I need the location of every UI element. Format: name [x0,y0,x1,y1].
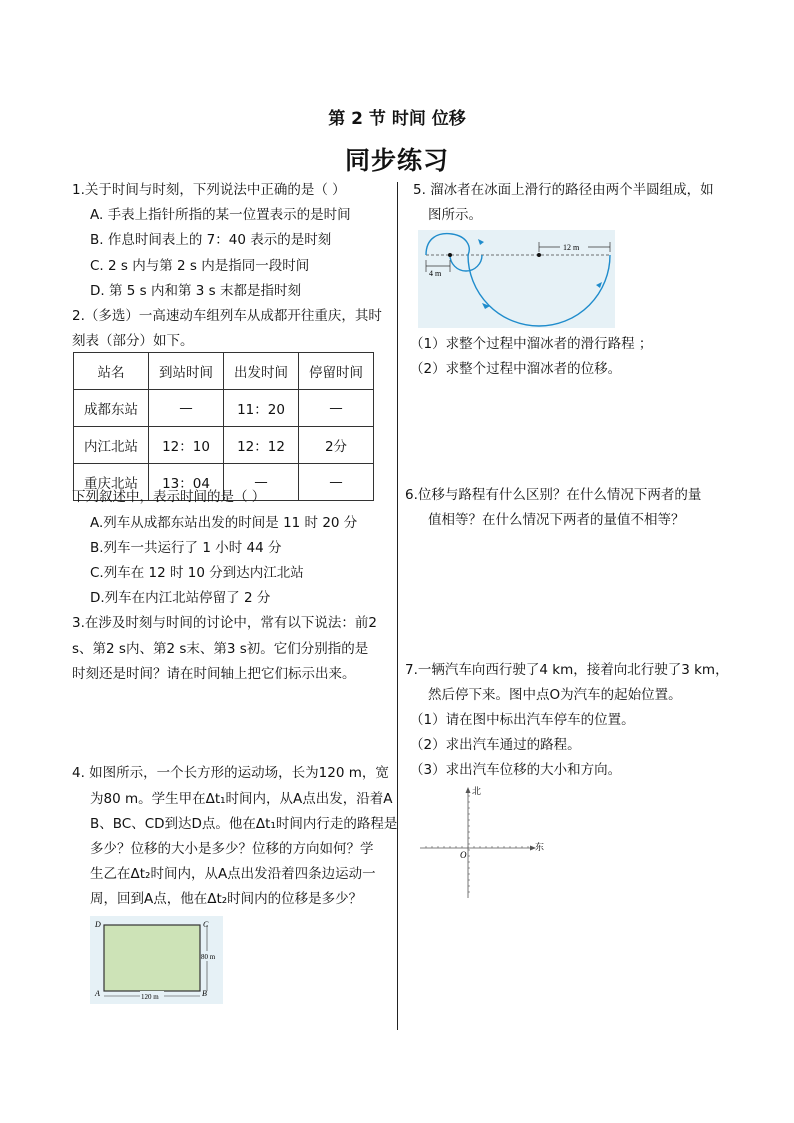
q4-line3: B、BC、CD到达D点。他在Δt₁时间内行走的路程是 [90,816,398,832]
q1-option-b: B. 作息时间表上的 7：40 表示的是时刻 [90,232,332,248]
origin-label: O [460,850,467,860]
q2-option-d: D.列车在内江北站停留了 2 分 [90,590,271,606]
q7-sub3: （3）求出汽车位移的大小和方向。 [410,762,622,778]
corner-label-a: A [95,989,100,998]
timetable-header: 到站时间 [149,353,224,390]
q2-prompt: 下列叙述中，表示时间的是（ ） [72,489,266,505]
q4-line6: 周，回到A点，他在Δt₂时间内的位移是多少？ [90,891,363,907]
q3-line3: 时刻还是时间？请在时间轴上把它们标示出来。 [72,666,356,682]
q2-option-b: B.列车一共运行了 1 小时 44 分 [90,540,282,556]
small-circle-center [448,253,452,257]
q5-line2: 图所示。 [428,207,482,223]
compass-axes-figure [418,782,548,902]
q1-option-c: C. 2 s 内与第 2 s 内是指同一段时间 [90,258,310,274]
q5-line1: 5. 溜冰者在冰面上滑行的路径由两个半圆组成，如 [413,182,714,198]
table-cell: 重庆北站 [74,464,149,501]
east-label: 东 [535,843,545,853]
q7-sub2: （2）求出汽车通过的路程。 [410,737,581,753]
table-cell: — [149,390,224,427]
axis-ticks [426,796,528,892]
q1-stem: 1.关于时间与时刻，下列说法中正确的是（ ） [72,182,346,198]
q1-option-d: D. 第 5 s 内和第 3 s 末都是指时刻 [90,283,301,299]
north-arrow [466,787,471,793]
large-circle-center [537,253,541,257]
table-row [74,390,374,427]
page-subtitle: 同步练习 [344,146,449,175]
timetable-header: 站名 [74,353,149,390]
table-cell: 内江北站 [74,427,149,464]
q2-option-a: A.列车从成都东站出发的时间是 11 时 20 分 [90,515,358,531]
q7-sub1: （1）请在图中标出汽车停车的位置。 [410,712,635,728]
field-figure [90,916,223,1004]
skating-path-figure [418,230,615,328]
q3-line2: s、第2 s内、第2 s末、第3 s初。它们分别指的是 [72,641,369,657]
q3-line1: 3.在涉及时刻与时间的讨论中，常有以下说法：前2 [72,615,377,631]
field-rectangle [104,925,200,991]
q2-stem-line1: 2.（多选）一高速动车组列车从成都开往重庆，其时 [72,308,382,324]
q4-line4: 多少？位移的大小是多少？位移的方向如何？学 [90,841,374,857]
q4-line2: 为80 m。学生甲在Δt₁时间内，从A点出发，沿着A [90,791,393,807]
corner-label-c: C [203,920,209,929]
timetable-header: 停留时间 [299,353,374,390]
q7-line1: 7.一辆汽车向西行驶了4 km，接着向北行驶了3 km， [405,662,729,678]
width-label: 120 m [141,993,159,1001]
large-radius-label: 12 m [563,243,580,252]
timetable-header: 出发时间 [224,353,299,390]
q1-option-a: A. 手表上指针所指的某一位置表示的是时间 [90,207,351,223]
table-cell: 2分 [299,427,374,464]
height-label: 80 m [201,953,216,961]
timetable-header-row [74,353,374,390]
q7-line2: 然后停下来。图中点O为汽车的起始位置。 [428,687,682,703]
page-title: 第 2 节 时间 位移 [328,109,466,129]
corner-label-d: D [95,920,101,929]
q4-line5: 生乙在Δt₂时间内，从A点出发沿着四条边运动一 [90,866,376,882]
q4-line1: 4. 如图所示，一个长方形的运动场，长为120 m，宽 [72,765,389,781]
timetable [73,352,374,501]
q5-sub1: （1）求整个过程中溜冰者的滑行路程 ； [410,336,653,352]
small-radius-label: 4 m [429,269,442,278]
table-cell: — [224,464,299,501]
table-cell: 11：20 [224,390,299,427]
table-cell: — [299,390,374,427]
table-cell: 13：04 [149,464,224,501]
q6-line1: 6.位移与路程有什么区别？在什么情况下两者的量 [405,487,702,503]
q2-stem-line2: 刻表（部分）如下。 [72,333,194,349]
north-label: 北 [472,787,482,797]
q6-line2: 值相等？在什么情况下两者的量值不相等？ [428,512,685,528]
corner-label-b: B [202,989,207,998]
table-row [74,427,374,464]
q2-option-c: C.列车在 12 时 10 分到达内江北站 [90,565,304,581]
table-cell: 成都东站 [74,390,149,427]
column-divider [397,182,398,1030]
q5-sub2: （2）求整个过程中溜冰者的位移。 [410,361,622,377]
table-cell: 12：10 [149,427,224,464]
table-cell: — [299,464,374,501]
table-cell: 12：12 [224,427,299,464]
